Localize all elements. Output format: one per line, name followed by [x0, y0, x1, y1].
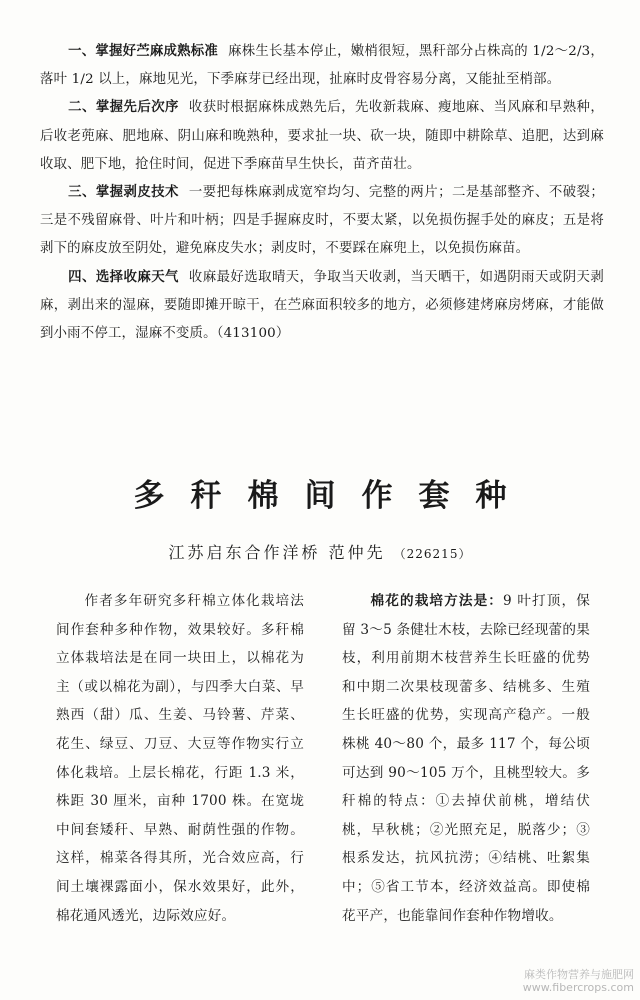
- section-paragraph-2: [40, 94, 604, 179]
- site-watermark: [523, 968, 634, 994]
- previous-article-section: [40, 38, 604, 348]
- section-heading: 一、掌握好苎麻成熟标准: [68, 44, 219, 59]
- watermark-url: www.fibercrops.com: [522, 981, 634, 994]
- section-body: 一要把每株麻剥成宽窄均匀、完整的两片；二是基部整齐、不破裂；三是不残留麻骨、叶片和叶柄；四是手握麻皮时，不要太紧，以免损伤握手处的麻皮；五是将剥下的麻皮放至阴处，避免麻皮失水；剥皮时，不要踩在麻兜上，以免损伤麻苗。: [40, 185, 604, 257]
- author-postcode: （226215）: [393, 547, 472, 561]
- left-column-text: 作者多年研究多秆棉立体化栽培法间作套种多种作物，效果较好。多秆棉立体栽培法是在同一块田上，以棉花为主（或以棉花为副），与四季大白菜、早熟西（甜）瓜、生姜、马铃薯、芹菜、花生、绿豆、刀豆、大豆等作物实行立体化栽培。上层长棉花，行距 1.3 米，株距 30 厘米，亩种 1700 株。在宽垅中间套矮秆、早熟、耐荫性强的作物。这样，棉菜各得其所，光合效应高，行间土壤裸露面小，保水效果好，此外，棉花通风透光，边际效应好。: [56, 593, 304, 924]
- author-byline: [0, 540, 640, 563]
- author-name: 江苏启东合作洋桥 范仲先: [168, 543, 386, 562]
- article-title: 多秆棉间作套种: [133, 478, 533, 514]
- section-paragraph-1: [40, 38, 604, 94]
- right-column: [342, 587, 590, 930]
- section-paragraph-4: [40, 264, 604, 349]
- watermark-site-name: 麻类作物营养与施肥网: [524, 968, 634, 981]
- right-column-text: [342, 587, 590, 930]
- section-heading: 三、掌握剥皮技术: [68, 185, 179, 201]
- section-heading: 四、选择收麻天气: [68, 269, 179, 285]
- section-body: 收获时根据麻株成熟先后，先收新栽麻、瘦地麻、当风麻和早熟种，后收老蔸麻、肥地麻、阴山麻和晚熟种，要求扯一块、砍一块，随即中耕除草、追肥，达到麻收取、肥下地，抢住时间，促进下季麻苗早生快长，苗齐苗壮。: [40, 100, 604, 172]
- section-paragraph-3: [40, 179, 604, 264]
- section-body: 收麻最好选取晴天，争取当天收剥，当天晒干，如遇阴雨天或阴天剥麻，剥出来的湿麻，要随即摊开晾干，在苎麻面积较多的地方，必须修建烤麻房烤麻，才能做到小雨不停工，湿麻不变质。（413100）: [40, 269, 604, 342]
- section-heading: 二、掌握先后次序: [68, 100, 179, 116]
- section-body: 麻株生长基本停止，嫩梢很短，黑秆部分占株高的 1/2～2/3，落叶 1/2 以上，麻地见光，下季麻芽已经出现，扯麻时皮骨容易分离，又能扯至梢部。: [40, 44, 605, 88]
- right-column-body: 9 叶打顶，保留 3～5 条健壮木枝，去除已经现蕾的果枝，利用前期木枝营养生长旺盛的优势和中期二次果枝现蕾多、结桃多、生殖生长旺盛的优势，实现高产稳产。一般株桃 40～80 个，最多 117 个，每公顷可达到 90～105 万个，且桃型较大。多秆棉的特点：①去掉伏前桃，增结伏桃，早秋桃；②光照充足，脱落少；③根系发达，抗风抗涝；④结桃、吐絮集中；⑤省工节本，经济效益高。即使棉花平产，也能靠间作套种作物增收。: [342, 593, 590, 924]
- left-column: [56, 587, 304, 930]
- right-column-heading: 棉花的栽培方法是：: [370, 593, 504, 609]
